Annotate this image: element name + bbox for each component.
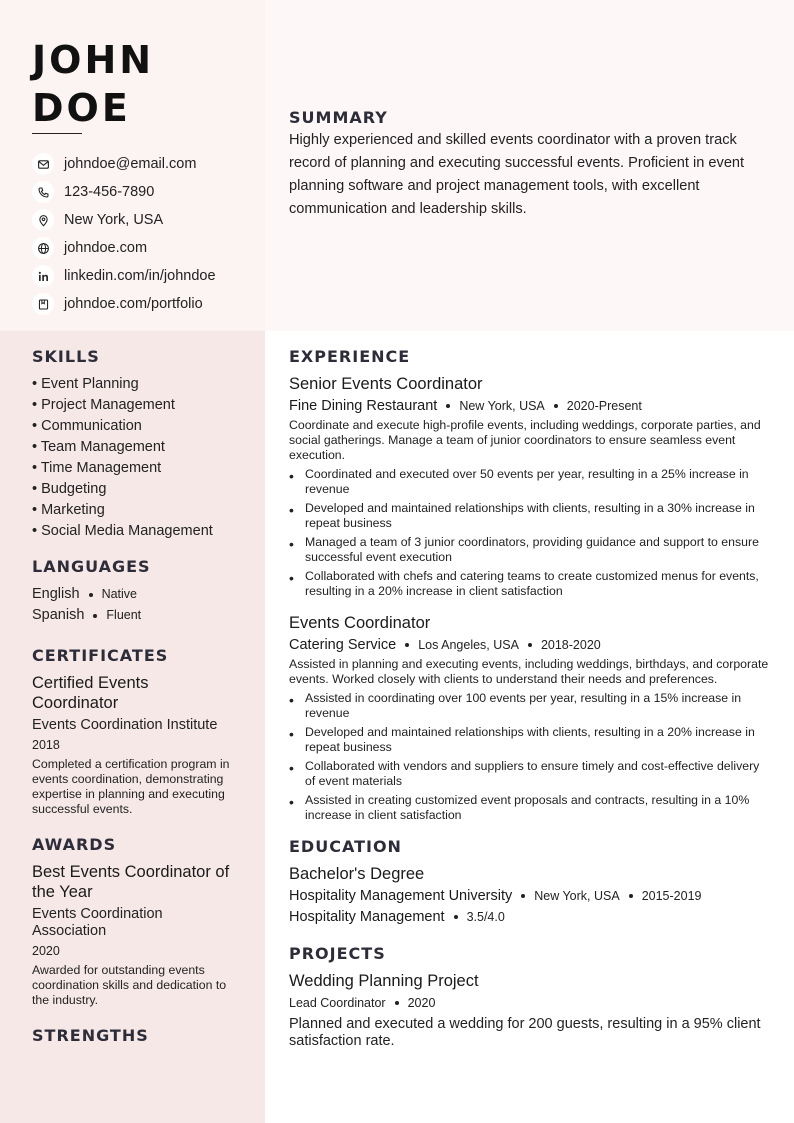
skill-item: • Event Planning — [32, 376, 139, 392]
awards-section — [32, 835, 237, 1008]
job-company: Catering Service — [289, 637, 397, 653]
language-item — [32, 584, 237, 605]
projects-section — [289, 944, 771, 1050]
contact-portfolio-text: johndoe.com/portfolio — [64, 296, 203, 312]
candidate-name — [32, 36, 252, 132]
linkedin-icon — [32, 265, 54, 287]
project-year: 2020 — [407, 996, 436, 1010]
languages-section — [32, 557, 237, 626]
certificates-section — [32, 646, 237, 817]
achievement-item — [289, 467, 771, 497]
summary-heading: SUMMARY — [289, 108, 388, 127]
skill-item: • Budgeting — [32, 481, 107, 497]
achievement-text: Coordinated and executed over 50 events per year, resulting in a 25% increase in revenue — [305, 467, 749, 496]
achievement-item — [289, 793, 771, 823]
project-role: Lead Coordinator — [289, 996, 386, 1010]
award-issuer: Events Coordination Association — [32, 906, 163, 939]
skill-item: • Time Management — [32, 460, 162, 476]
contact-website[interactable] — [32, 234, 257, 262]
education-dates: 2015-2019 — [641, 889, 702, 903]
separator-dot — [395, 1001, 399, 1005]
mail-icon — [32, 153, 54, 175]
job-description: Coordinate and execute high-profile events, including weddings, corporate parties, and social gatherings. Manage a team of junior coordinators to ensure seamless event execution. — [289, 418, 761, 462]
education-school: Hospitality Management University — [289, 888, 513, 904]
sidebar — [32, 347, 237, 1053]
bullet-dot: • — [289, 570, 294, 586]
project-meta — [289, 994, 771, 1012]
job-title: Events Coordinator — [289, 614, 431, 632]
location-icon — [32, 209, 54, 231]
job-achievements — [289, 467, 771, 599]
experience-heading: EXPERIENCE — [289, 347, 411, 366]
separator-dot — [528, 643, 532, 647]
education-location: New York, USA — [534, 889, 620, 903]
separator-dot — [521, 894, 525, 898]
skills-section — [32, 347, 237, 542]
job-dates: 2020-Present — [566, 399, 642, 413]
job-description: Assisted in planning and executing events, including weddings, birthdays, and corporate events. Worked closely with clients to understand their needs and preferences. — [289, 657, 769, 686]
separator-dot — [629, 894, 633, 898]
phone-icon — [32, 181, 54, 203]
job-dates: 2018-2020 — [540, 638, 601, 652]
achievement-text: Collaborated with vendors and suppliers to ensure timely and cost-effective delivery of event materials — [305, 759, 760, 788]
separator-dot — [405, 643, 409, 647]
separator-dot — [554, 404, 558, 408]
bullet-dot: • — [289, 794, 294, 810]
bullet-dot: • — [289, 760, 294, 776]
achievement-item — [289, 501, 771, 531]
contact-linkedin-text: linkedin.com/in/johndoe — [64, 268, 216, 284]
certificate-issuer: Events Coordination Institute — [32, 717, 218, 733]
name-divider — [32, 133, 82, 134]
contact-email[interactable] — [32, 150, 257, 178]
job-meta — [289, 397, 771, 415]
award-description: Awarded for outstanding events coordination skills and dedication to the industry. — [32, 963, 227, 1007]
certificate-year: 2018 — [32, 738, 60, 752]
education-degree: Bachelor's Degree — [289, 865, 425, 883]
education-gpa: 3.5/4.0 — [466, 910, 505, 924]
certificate-title: Certified Events Coordinator — [32, 674, 149, 712]
awards-heading: AWARDS — [32, 835, 117, 854]
achievement-text: Developed and maintained relationships with clients, resulting in a 20% increase in repeat business — [305, 725, 755, 754]
strengths-heading: STRENGTHS — [32, 1026, 149, 1045]
award-title: Best Events Coordinator of the Year — [32, 863, 230, 901]
summary-text: Highly experienced and skilled events coordinator with a proven track record of planning and executing successful events. Proficient in event planning software and project management tools, with excellent communication and leadership skills. — [289, 132, 745, 217]
globe-icon — [32, 237, 54, 259]
education-meta — [289, 887, 771, 905]
bullet-dot: • — [289, 468, 294, 484]
job-meta — [289, 636, 771, 654]
project-description: Planned and executed a wedding for 200 guests, resulting in a 95% client satisfaction rate. — [289, 1016, 761, 1049]
separator-dot — [446, 404, 450, 408]
contact-linkedin[interactable] — [32, 262, 257, 290]
bullet-dot: • — [289, 502, 294, 518]
contact-location — [32, 206, 257, 234]
languages-heading: LANGUAGES — [32, 557, 151, 576]
job-location: Los Angeles, USA — [418, 638, 519, 652]
projects-heading: PROJECTS — [289, 944, 386, 963]
skill-item: • Communication — [32, 418, 142, 434]
contact-website-text: johndoe.com — [64, 240, 148, 256]
achievement-item — [289, 759, 771, 789]
name-first: JOHN — [32, 38, 155, 82]
language-name: Spanish — [32, 607, 85, 623]
achievement-item — [289, 691, 771, 721]
achievement-text: Managed a team of 3 junior coordinators, providing guidance and support to ensure successful event execution — [305, 535, 759, 564]
contact-email-text: johndoe@email.com — [64, 156, 197, 172]
achievement-text: Collaborated with chefs and catering teams to create customized menus for events, resulting in a 20% increase in client satisfaction — [305, 569, 759, 598]
skill-item: • Social Media Management — [32, 523, 213, 539]
separator-dot — [454, 915, 458, 919]
contact-location-text: New York, USA — [64, 212, 164, 228]
award-year: 2020 — [32, 944, 60, 958]
achievement-item — [289, 569, 771, 599]
contact-list — [32, 150, 257, 318]
language-level: Native — [101, 587, 137, 601]
job-title: Senior Events Coordinator — [289, 375, 483, 393]
certificates-heading: CERTIFICATES — [32, 646, 169, 665]
separator-dot — [93, 614, 97, 618]
achievement-item — [289, 725, 771, 755]
job-company: Fine Dining Restaurant — [289, 398, 438, 414]
achievement-item — [289, 535, 771, 565]
strengths-section — [32, 1026, 237, 1045]
skill-item: • Project Management — [32, 397, 175, 413]
language-name: English — [32, 586, 80, 602]
experience-section — [289, 347, 771, 823]
portfolio-icon — [32, 293, 54, 315]
skills-heading: SKILLS — [32, 347, 100, 366]
contact-phone[interactable] — [32, 178, 257, 206]
language-item — [32, 605, 237, 626]
contact-phone-text: 123-456-7890 — [64, 184, 155, 200]
bullet-dot: • — [289, 726, 294, 742]
job-entry — [289, 613, 771, 823]
separator-dot — [89, 593, 93, 597]
job-location: New York, USA — [459, 399, 545, 413]
language-level: Fluent — [106, 608, 142, 622]
skill-item: • Marketing — [32, 502, 105, 518]
summary-section — [289, 108, 769, 221]
project-title: Wedding Planning Project — [289, 972, 479, 990]
education-field-row — [289, 908, 771, 926]
education-heading: EDUCATION — [289, 837, 402, 856]
education-section — [289, 837, 771, 926]
achievement-text: Developed and maintained relationships with clients, resulting in a 30% increase in repeat business — [305, 501, 755, 530]
bullet-dot: • — [289, 536, 294, 552]
achievement-text: Assisted in coordinating over 100 events per year, resulting in a 15% increase in revenue — [305, 691, 742, 720]
job-entry — [289, 374, 771, 599]
name-last: DOE — [32, 86, 131, 130]
bullet-dot: • — [289, 692, 294, 708]
skill-item: • Team Management — [32, 439, 165, 455]
main-content — [289, 347, 771, 1050]
job-achievements — [289, 691, 771, 823]
education-field: Hospitality Management — [289, 909, 445, 925]
contact-portfolio[interactable] — [32, 290, 257, 318]
achievement-text: Assisted in creating customized event proposals and contracts, resulting in a 10% increase in client satisfaction — [305, 793, 750, 822]
certificate-description: Completed a certification program in events coordination, demonstrating expertise in planning and executing successful events. — [32, 757, 230, 816]
